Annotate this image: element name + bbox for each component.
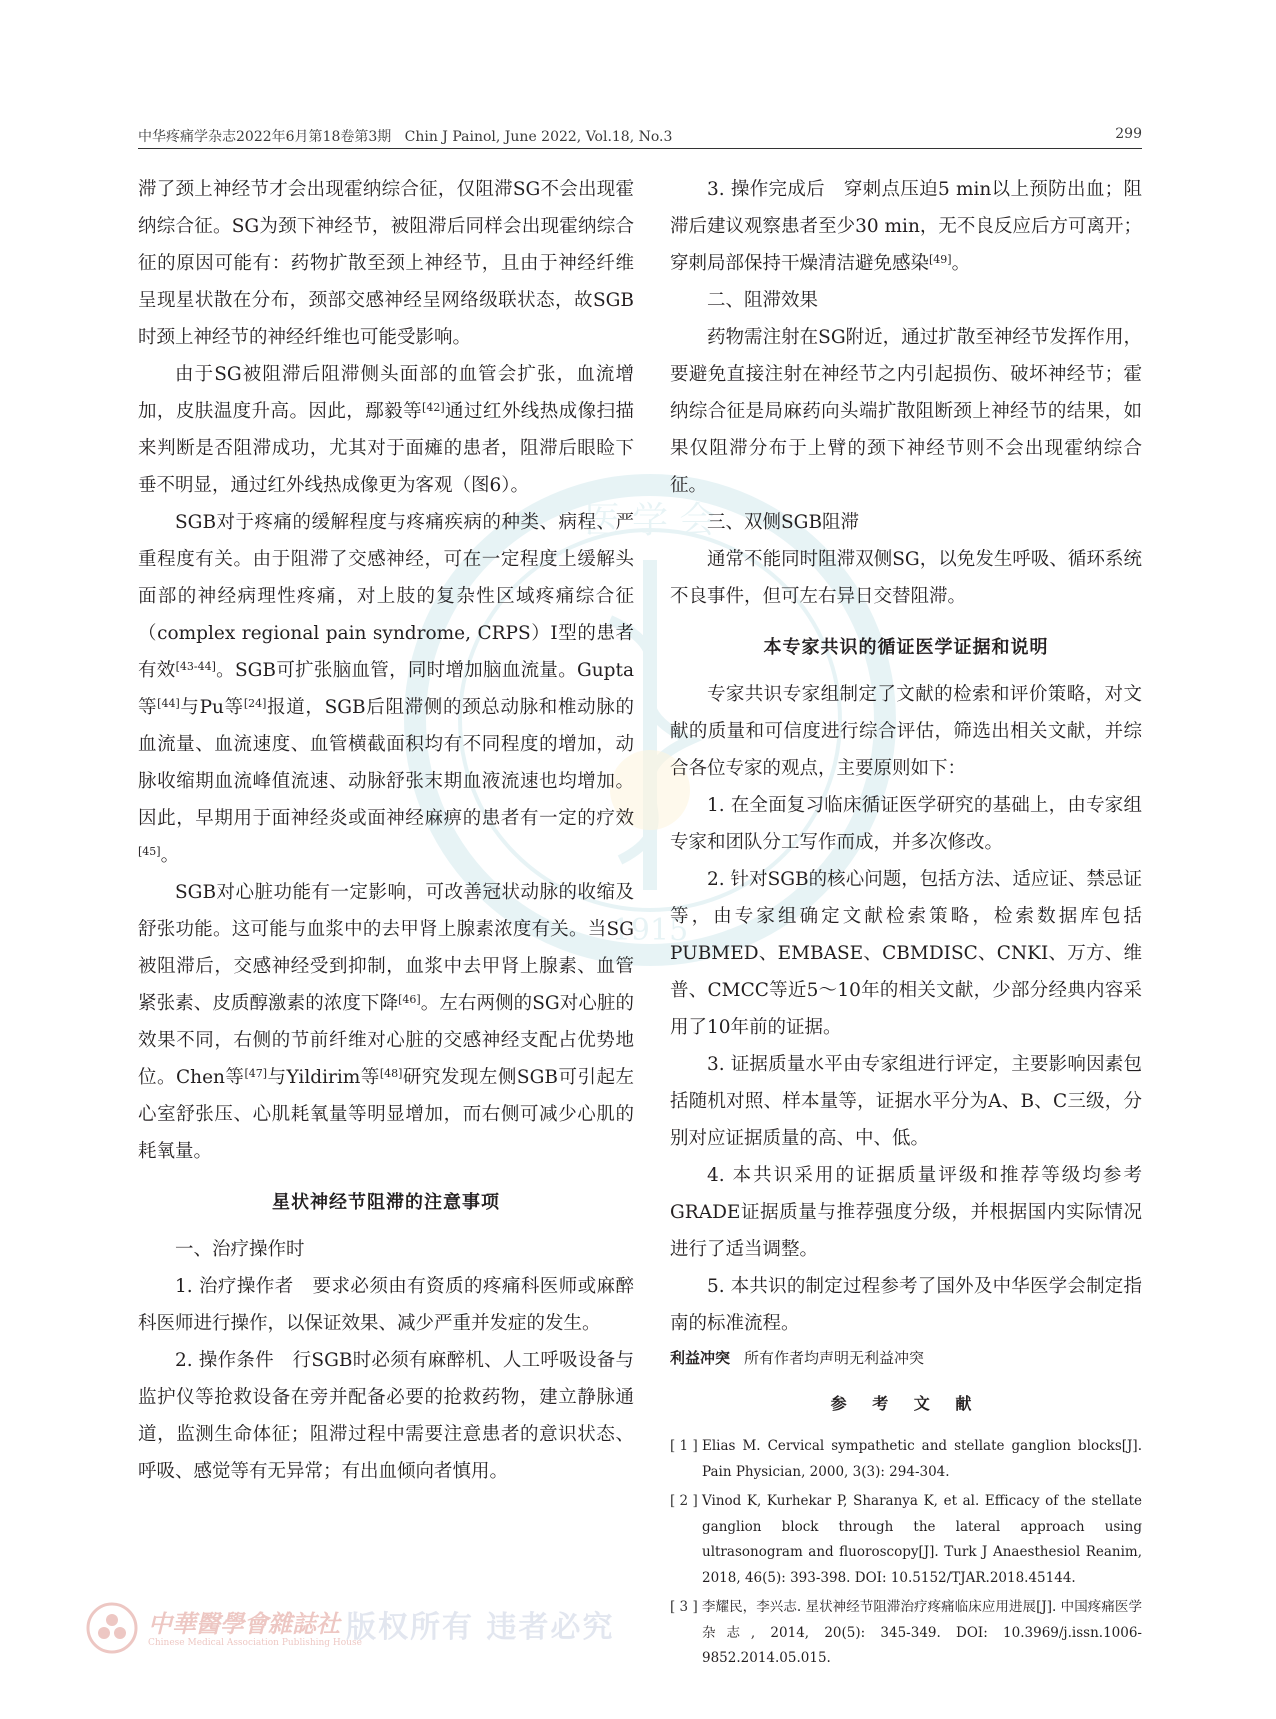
seal-text: 医 学 会 [584, 500, 716, 541]
list-item: 2. 针对SGB的核心问题，包括方法、适应证、禁忌证等，由专家组确定文献检索策略，检索数据库包括PUBMED、EMBASE、CBMDISC、CNKI、万方、维普、CMCC等近5～10年的相关文献，少部分经典内容采用了10年前的证据。 [670, 869, 1142, 1038]
references-list [670, 1434, 1142, 1672]
right-column [670, 171, 1142, 1676]
publisher-name-cn: 中華醫學會雜誌社 [148, 1609, 340, 1638]
paragraph: SGB对心脏功能有一定影响，可改善冠状动脉的收缩及舒张功能。这可能与血浆中的去甲肾上腺素浓度有关。当SG被阻滞后，交感神经受到抑制，血浆中去甲肾上腺素、血管紧张素、皮质醇激素的浓度下降[46]。左右两侧的SG对心脏的效果不同，右侧的节前纤维对心脏的交感神经支配占优势地位。Chen等[47]与Yildirim等[48]研究发现左侧SGB可引起左心室舒张压、心肌耗氧量等明显增加，而右侧可减少心肌的耗氧量。 [138, 882, 634, 1162]
list-item: 1. 治疗操作者 要求必须由有资质的疼痛科医师或麻醉科医师进行操作，以保证效果、减少严重并发症的发生。 [138, 1276, 634, 1334]
reference-number: [ 2 ] [670, 1493, 698, 1509]
section-title: 星状神经节阻滞的注意事项 [272, 1192, 500, 1213]
paragraph: 滞了颈上神经节才会出现霍纳综合征，仅阻滞SG不会出现霍纳综合征。SG为颈下神经节，被阻滞后同样会出现霍纳综合征的原因可能有：药物扩散至颈上神经节，且由于神经纤维呈现星状散在分布，颈部交感神经呈网络级联状态，故SGB时颈上神经节的神经纤维也可能受影响。 [138, 179, 634, 348]
reference-item [670, 1595, 1142, 1672]
left-column [138, 171, 634, 1490]
citation: [44] [157, 697, 180, 710]
citation: [45] [138, 845, 161, 858]
running-header [138, 126, 1142, 146]
list-item: 1. 在全面复习临床循证医学研究的基础上，由专家组专家和团队分工写作而成，并多次修改。 [670, 795, 1142, 853]
subsection-title: 三、双侧SGB阻滞 [707, 512, 860, 533]
subsection-title: 一、治疗操作时 [175, 1239, 305, 1260]
paragraph: 由于SG被阻滞后阻滞侧头面部的血管会扩张，血流增加，皮肤温度升高。因此，鄢毅等[42]通过红外线热成像扫描来判断是否阻滞成功，尤其对于面瘫的患者，阻滞后眼睑下垂不明显，通过红外线热成像更为客观（图6）。 [138, 364, 634, 496]
section-title: 本专家共识的循证医学证据和说明 [763, 637, 1049, 658]
list-item: 3. 证据质量水平由专家组进行评定，主要影响因素包括随机对照、样本量等，证据水平分为A、B、C三级，分别对应证据质量的高、中、低。 [670, 1054, 1142, 1149]
list-item: 5. 本共识的制定过程参考了国外及中华医学会制定指南的标准流程。 [670, 1276, 1142, 1334]
citation: [47] [244, 1067, 268, 1080]
paragraph: SGB对于疼痛的缓解程度与疼痛疾病的种类、病程、严重程度有关。由于阻滞了交感神经，可在一定程度上缓解头面部的神经病理性疼痛，对上肢的复杂性区域疼痛综合征（complex regional pain syndrome, CRPS）Ⅰ型的患者有效[43-44]。SGB可扩张脑血管，同时增加脑血流量。Gupta等[44]与Pu等[24]报道，SGB后阻滞侧的颈总动脉和椎动脉的血流量、血流速度、血管横截面积均有不同程度的增加，动脉收缩期血流峰值流速、动脉舒张末期血液流速也均增加。因此，早期用于面神经炎或面神经麻痹的患者有一定的疗效[45]。 [138, 512, 634, 866]
reference-number: [ 1 ] [670, 1438, 698, 1454]
reference-text: Vinod K, Kurhekar P, Sharanya K, et al. Efficacy of the stellate ganglion block through the lateral approach using ultrasonogram and fluoroscopy[J]. Turk J Anaesthesiol Reanim, 2018, 46(5): 393-398. DOI: 10.5152/TJAR.2018.45144. [702, 1493, 1142, 1586]
reference-text: Elias M. Cervical sympathetic and stellate ganglion blocks[J]. Pain Physician, 2000, 3(3): 294-304. [702, 1438, 1142, 1480]
reference-number: [ 3 ] [670, 1599, 698, 1615]
paragraph: 药物需注射在SG附近，通过扩散至神经节发挥作用，要避免直接注射在神经节之内引起损伤、破坏神经节；霍纳综合征是局麻药向头端扩散阻断颈上神经节的结果，如果仅阻滞分布于上臂的颈下神经节则不会出现霍纳综合征。 [670, 327, 1142, 496]
references-title: 参 考 文 献 [830, 1394, 982, 1413]
reference-item [670, 1489, 1142, 1591]
journal-title-en: Chin J Painol, June 2022, Vol.18, No.3 [404, 129, 673, 145]
conflict-of-interest [670, 1346, 1142, 1370]
conflict-text: 所有作者均声明无利益冲突 [744, 1349, 925, 1367]
list-item: 4. 本共识采用的证据质量评级和推荐等级均参考GRADE证据质量与推荐强度分级，并根据国内实际情况进行了适当调整。 [670, 1165, 1142, 1260]
citation: [42] [422, 401, 445, 414]
paragraph: 通常不能同时阻滞双侧SG，以免发生呼吸、循环系统不良事件，但可左右异日交替阻滞。 [670, 549, 1142, 607]
citation: [48] [379, 1067, 403, 1080]
reference-text: 李耀民，李兴志. 星状神经节阻滞治疗疼痛临床应用进展[J]. 中国疼痛医学杂志, 2014, 20(5): 345-349. DOI: 10.3969/j.issn.1006-9852.2014.05.015. [702, 1599, 1142, 1666]
citation: [43-44] [175, 660, 216, 673]
citation: [49] [929, 253, 952, 266]
subsection-title: 二、阻滞效果 [707, 290, 819, 311]
seal-year: 1915 [611, 913, 689, 948]
paragraph: 专家共识专家组制定了文献的检索和评价策略，对文献的质量和可信度进行综合评估，筛选出相关文献，并综合各位专家的观点，主要原则如下： [670, 684, 1142, 779]
list-item: 2. 操作条件 行SGB时必须有麻醉机、人工呼吸设备与监护仪等抢救设备在旁并配备必要的抢救药物，建立静脉通道，监测生命体征；阻滞过程中需要注意患者的意识状态、呼吸、感觉等有无异常；有出血倾向者慎用。 [138, 1350, 634, 1482]
publisher-logo-icon [84, 1600, 140, 1656]
reference-item [670, 1434, 1142, 1485]
header-rule [138, 148, 1142, 149]
citation: [46] [398, 993, 421, 1006]
conflict-label: 利益冲突 [670, 1349, 731, 1367]
journal-title-cn: 中华疼痛学杂志2022年6月第18卷第3期 [138, 129, 392, 145]
copyright-notice: 版权所有 违者必究 [346, 1610, 615, 1645]
list-item: 3. 操作完成后 穿刺点压迫5 min以上预防出血；阻滞后建议观察患者至少30 min，无不良反应后方可离开；穿刺局部保持干燥清洁避免感染[49]。 [670, 179, 1142, 274]
page-number: 299 [1115, 126, 1142, 142]
citation: [24] [243, 697, 267, 710]
publisher-name-en: Chinese Medical Association Publishing House [148, 1638, 362, 1648]
